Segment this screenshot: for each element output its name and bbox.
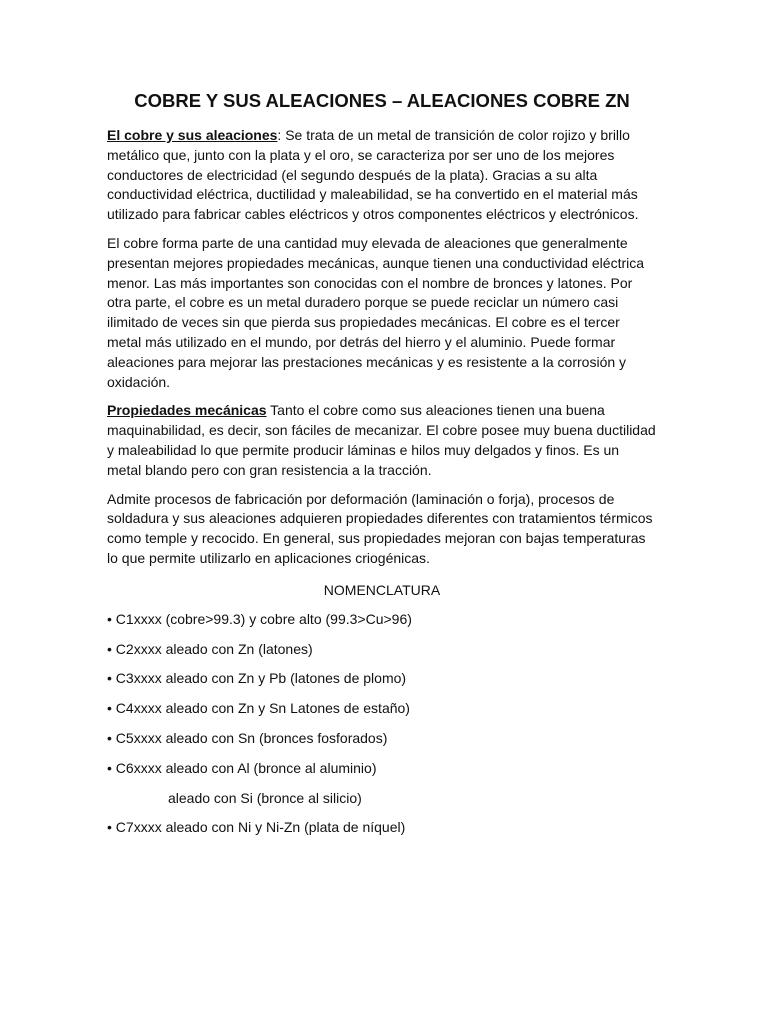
nomenclature-item: • C6xxxx aleado con Al (bronce al aluminio) bbox=[107, 759, 377, 776]
nomenclature-subitem: aleado con Si (bronce al silicio) bbox=[168, 789, 362, 806]
paragraph-alloys: El cobre forma parte de una cantidad muy elevada de aleaciones que generalmente presentan mejores propiedades mecánicas, aunque tienen una conductividad eléctrica menor. Las más importantes son conocidas con el nombre de bronces y latones. Por otra parte, el cobre es un metal duradero porque se puede reciclar un número casi ilimitado de veces sin que pierda sus propiedades mecánicas. El cobre es el tercer metal más utilizado en el mundo, por detrás del hierro y el aluminio. Puede formar aleaciones para mejorar las prestaciones mecánicas y es resistente a la corrosión y oxidación. bbox=[107, 234, 645, 390]
nomenclature-item: • C5xxxx aleado con Sn (bronces fosforados) bbox=[107, 729, 388, 746]
nomenclature-list bbox=[107, 610, 657, 838]
paragraph-manufacturing: Admite procesos de fabricación por deformación (laminación o forja), procesos de soldadura y sus aleaciones adquieren propiedades diferentes con tratamientos térmicos como temple y recocido. En general, sus propiedades mejoran con bajas temperaturas lo que permite utilizarlo en aplicaciones criogénicas. bbox=[107, 490, 653, 566]
paragraph-mechanical-text: Tanto el cobre como sus aleaciones tienen una buena maquinabilidad, es decir, son fáciles de mecanizar. El cobre posee muy buena ductilidad y maleabilidad lo que permite producir láminas e hilos muy delgados y finos. Es un metal blando pero con gran resistencia a la tracción. bbox=[107, 402, 656, 478]
nomenclature-item: • C3xxxx aleado con Zn y Pb (latones de plomo) bbox=[107, 670, 407, 687]
nomenclature-item: • C4xxxx aleado con Zn y Sn Latones de estaño) bbox=[107, 700, 410, 717]
paragraph-intro-separator: : bbox=[277, 127, 282, 143]
nomenclature-heading: NOMENCLATURA bbox=[323, 581, 441, 598]
paragraph-intro-text: Se trata de un metal de transición de color rojizo y brillo metálico que, junto con la plata y el oro, se caracteriza por ser uno de los mejores conductores de electricidad (el segundo después de la plata). Gracias a su alta conductividad eléctrica, ductilidad y maleabilidad, se ha convertido en el material más utilizado para fabricar cables eléctricos y otros componentes eléctricos y electrónicos. bbox=[107, 127, 639, 223]
paragraph-mechanical bbox=[107, 401, 657, 480]
paragraph-mechanical-heading: Propiedades mecánicas bbox=[107, 402, 267, 419]
nomenclature-item: • C2xxxx aleado con Zn (latones) bbox=[107, 640, 313, 657]
document-page bbox=[107, 90, 657, 848]
paragraph-intro-heading: El cobre y sus aleaciones bbox=[107, 127, 278, 143]
paragraph-intro bbox=[107, 126, 657, 225]
document-title: COBRE Y SUS ALEACIONES – ALEACIONES COBRE ZN bbox=[134, 90, 630, 111]
nomenclature-item: • C7xxxx aleado con Ni y Ni-Zn (plata de níquel) bbox=[107, 819, 406, 836]
nomenclature-item: • C1xxxx (cobre>99.3) y cobre alto (99.3>Cu>96) bbox=[107, 610, 412, 627]
